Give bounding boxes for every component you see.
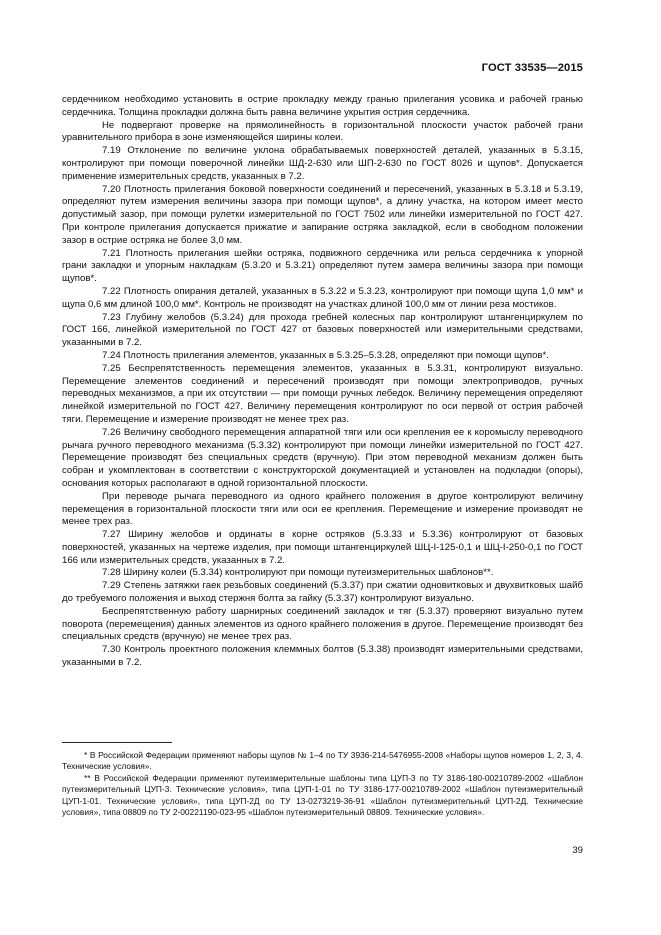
- document-standard-id: ГОСТ 33535—2015: [481, 62, 583, 74]
- paragraph-continuation: сердечником необходимо установить в острие прокладку между гранью прилегания усовика и рабочей гранью сердечника. Толщина прокладки должна быть равна величине укрытия острия сердечника.: [62, 94, 583, 118]
- paragraph-7-19: 7.19 Отклонение по величине уклона обрабатываемых поверхностей деталей, указанных в 5.3.15, контролируют при помощи поверочной линейки ШД-2-630 или ШП-2-630 по ГОСТ 8026 и щупов*. Допускается применение измерительных средств, указанных в 7.2.: [62, 145, 583, 182]
- paragraph-7-27: 7.27 Ширину желобов и ординаты в корне остряков (5.3.33 и 5.3.36) контролируют от базовых поверхностей, указанных на чертеже изделия, при помощи штангенциркулей ШЦ-I-125-0,1 и ШЦ-I-250-0,1 по ГОСТ 166 или измерительных средств, указанных в 7.2.: [62, 529, 583, 566]
- paragraph-7-22: 7.22 Плотность опирания деталей, указанных в 5.3.22 и 5.3.23, контролируют при помощи щупа 1,0 мм* и щупа 0,6 мм длиной 100,0 мм*. Контроль не производят на участках длиной 100,0 мм от линии реза мостиков.: [62, 285, 583, 310]
- footnote-separator: [62, 742, 172, 743]
- paragraph-7-26: 7.26 Величину свободного перемещения аппаратной тяги или оси крепления ее к коромыслу переводного рычага ручного переводного механизма (5.3.32) контролируют при помощи линейки измерительной по ГОСТ 427. Перемещение производят без специальных средств (вручную). При этом переводной механизм должен быть собран и укомплектован в соответствии с конструкторской документацией и установлен на подкладки (опоры), основания которых располагают в одной горизонтальной плоскости.: [62, 426, 583, 489]
- paragraph-7-30: 7.30 Контроль проектного положения клеммных болтов (5.3.38) производят измерительными средствами, указанными в 7.2.: [62, 644, 583, 669]
- footnotes: [62, 750, 583, 818]
- footnote-single-asterisk: * В Российской Федерации применяют наборы щупов № 1–4 по ТУ 3936-214-5476955-2008 «Наборы щупов номеров 1, 2, 3, 4. Технические условия».: [62, 750, 583, 772]
- paragraph-7-25: 7.25 Беспрепятственность перемещения элементов, указанных в 5.3.31, контролируют визуально. Перемещение элементов соединений и пересечений производят при помощи электроприводов, ручных переводных механизмов, а при их отсутствии — при помощи ручных лебедок. Величину перемещения определяют линейкой измерительной по ГОСТ 427. Величину перемещения контролируют по оси первой от острия рабочей тяги. Перемещение и измерение производят не менее трех раз.: [62, 362, 583, 425]
- footnote-double-asterisk: ** В Российской Федерации применяют путеизмерительные шаблоны типа ЦУП-3 по ТУ 3186-180-00210789-2002 «Шаблон путеизмерительный ЦУП-3. Технические условия», типа ЦУП-1-01 по ТУ 3186-177-00210789-2002 «Шаблон путеизмерительный ЦУП-1-01. Технические условия», типа ЦУП-2Д по ТУ 13-0273219-36-91 «Шаблон путеизмерительный ЦУП-2Д. Технические условия», типа 08809 по ТУ 2-00221190-023-95 «Шаблон путеизмерительный 08809. Технические условия».: [62, 772, 583, 818]
- paragraph-7-20: 7.20 Плотность прилегания боковой поверхности соединений и пересечений, указанных в 5.3.18 и 5.3.19, определяют путем измерения величины зазора при помощи щупов*, а длину участка, на котором имеет место допустимый зазор, при помощи рулетки измерительной по ГОСТ 7502 или линейки измерительной по ГОСТ 427. При контроле прилегания допускается прижатие и запирание остряка закладкой, если в свободном положении зазор в острие остряка не более 3,0 мм.: [62, 183, 583, 246]
- paragraph-7-29-cont: Беспрепятственную работу шарнирных соединений закладок и тяг (5.3.37) проверяют визуально путем поворота (перемещения) данных элементов из одного крайнего положения в другое. Перемещение производят без специальных средств (вручную) не менее трех раз.: [62, 605, 583, 643]
- paragraph-7-23: 7.23 Глубину желобов (5.3.24) для прохода гребней колесных пар контролируют штангенциркулем по ГОСТ 166, линейкой измерительной по ГОСТ 427 от базовых поверхностей или измерительными средствами, указанными в 7.2.: [62, 311, 583, 349]
- paragraph-7-24: 7.24 Плотность прилегания элементов, указанных в 5.3.25–5.3.28, определяют при помощи щупов*.: [102, 349, 549, 361]
- paragraph-7-29: 7.29 Степень затяжки гаек резьбовых соединений (5.3.37) при сжатии одновитковых и двухвитковых шайб до требуемого положения и выход стержня болта за гайку (5.3.37) контролируют визуально.: [62, 580, 583, 605]
- paragraph-7-26-cont: При переводе рычага переводного из одного крайнего положения в другое контролируют величину перемещения в горизонтальной плоскости тяги или оси ее крепления. Перемещение и измерение производят не менее трех раз.: [62, 490, 583, 528]
- page-number: 39: [572, 845, 583, 856]
- paragraph: Не подвергают проверке на прямолинейность в горизонтальной плоскости участок рабочей грани уравнительного прибора в зоне изменяющейся ширины колеи.: [62, 119, 583, 144]
- paragraph-7-28: 7.28 Ширину колеи (5.3.34) контролируют при помощи путеизмерительных шаблонов**.: [102, 567, 494, 579]
- body-text: [62, 94, 583, 670]
- paragraph-7-21: 7.21 Плотность прилегания шейки остряка, подвижного сердечника или рельса сердечника к упорной грани закладки и упорным накладкам (5.3.20 и 5.3.21) определяют путем замера величины зазора при помощи щупов*.: [62, 247, 583, 285]
